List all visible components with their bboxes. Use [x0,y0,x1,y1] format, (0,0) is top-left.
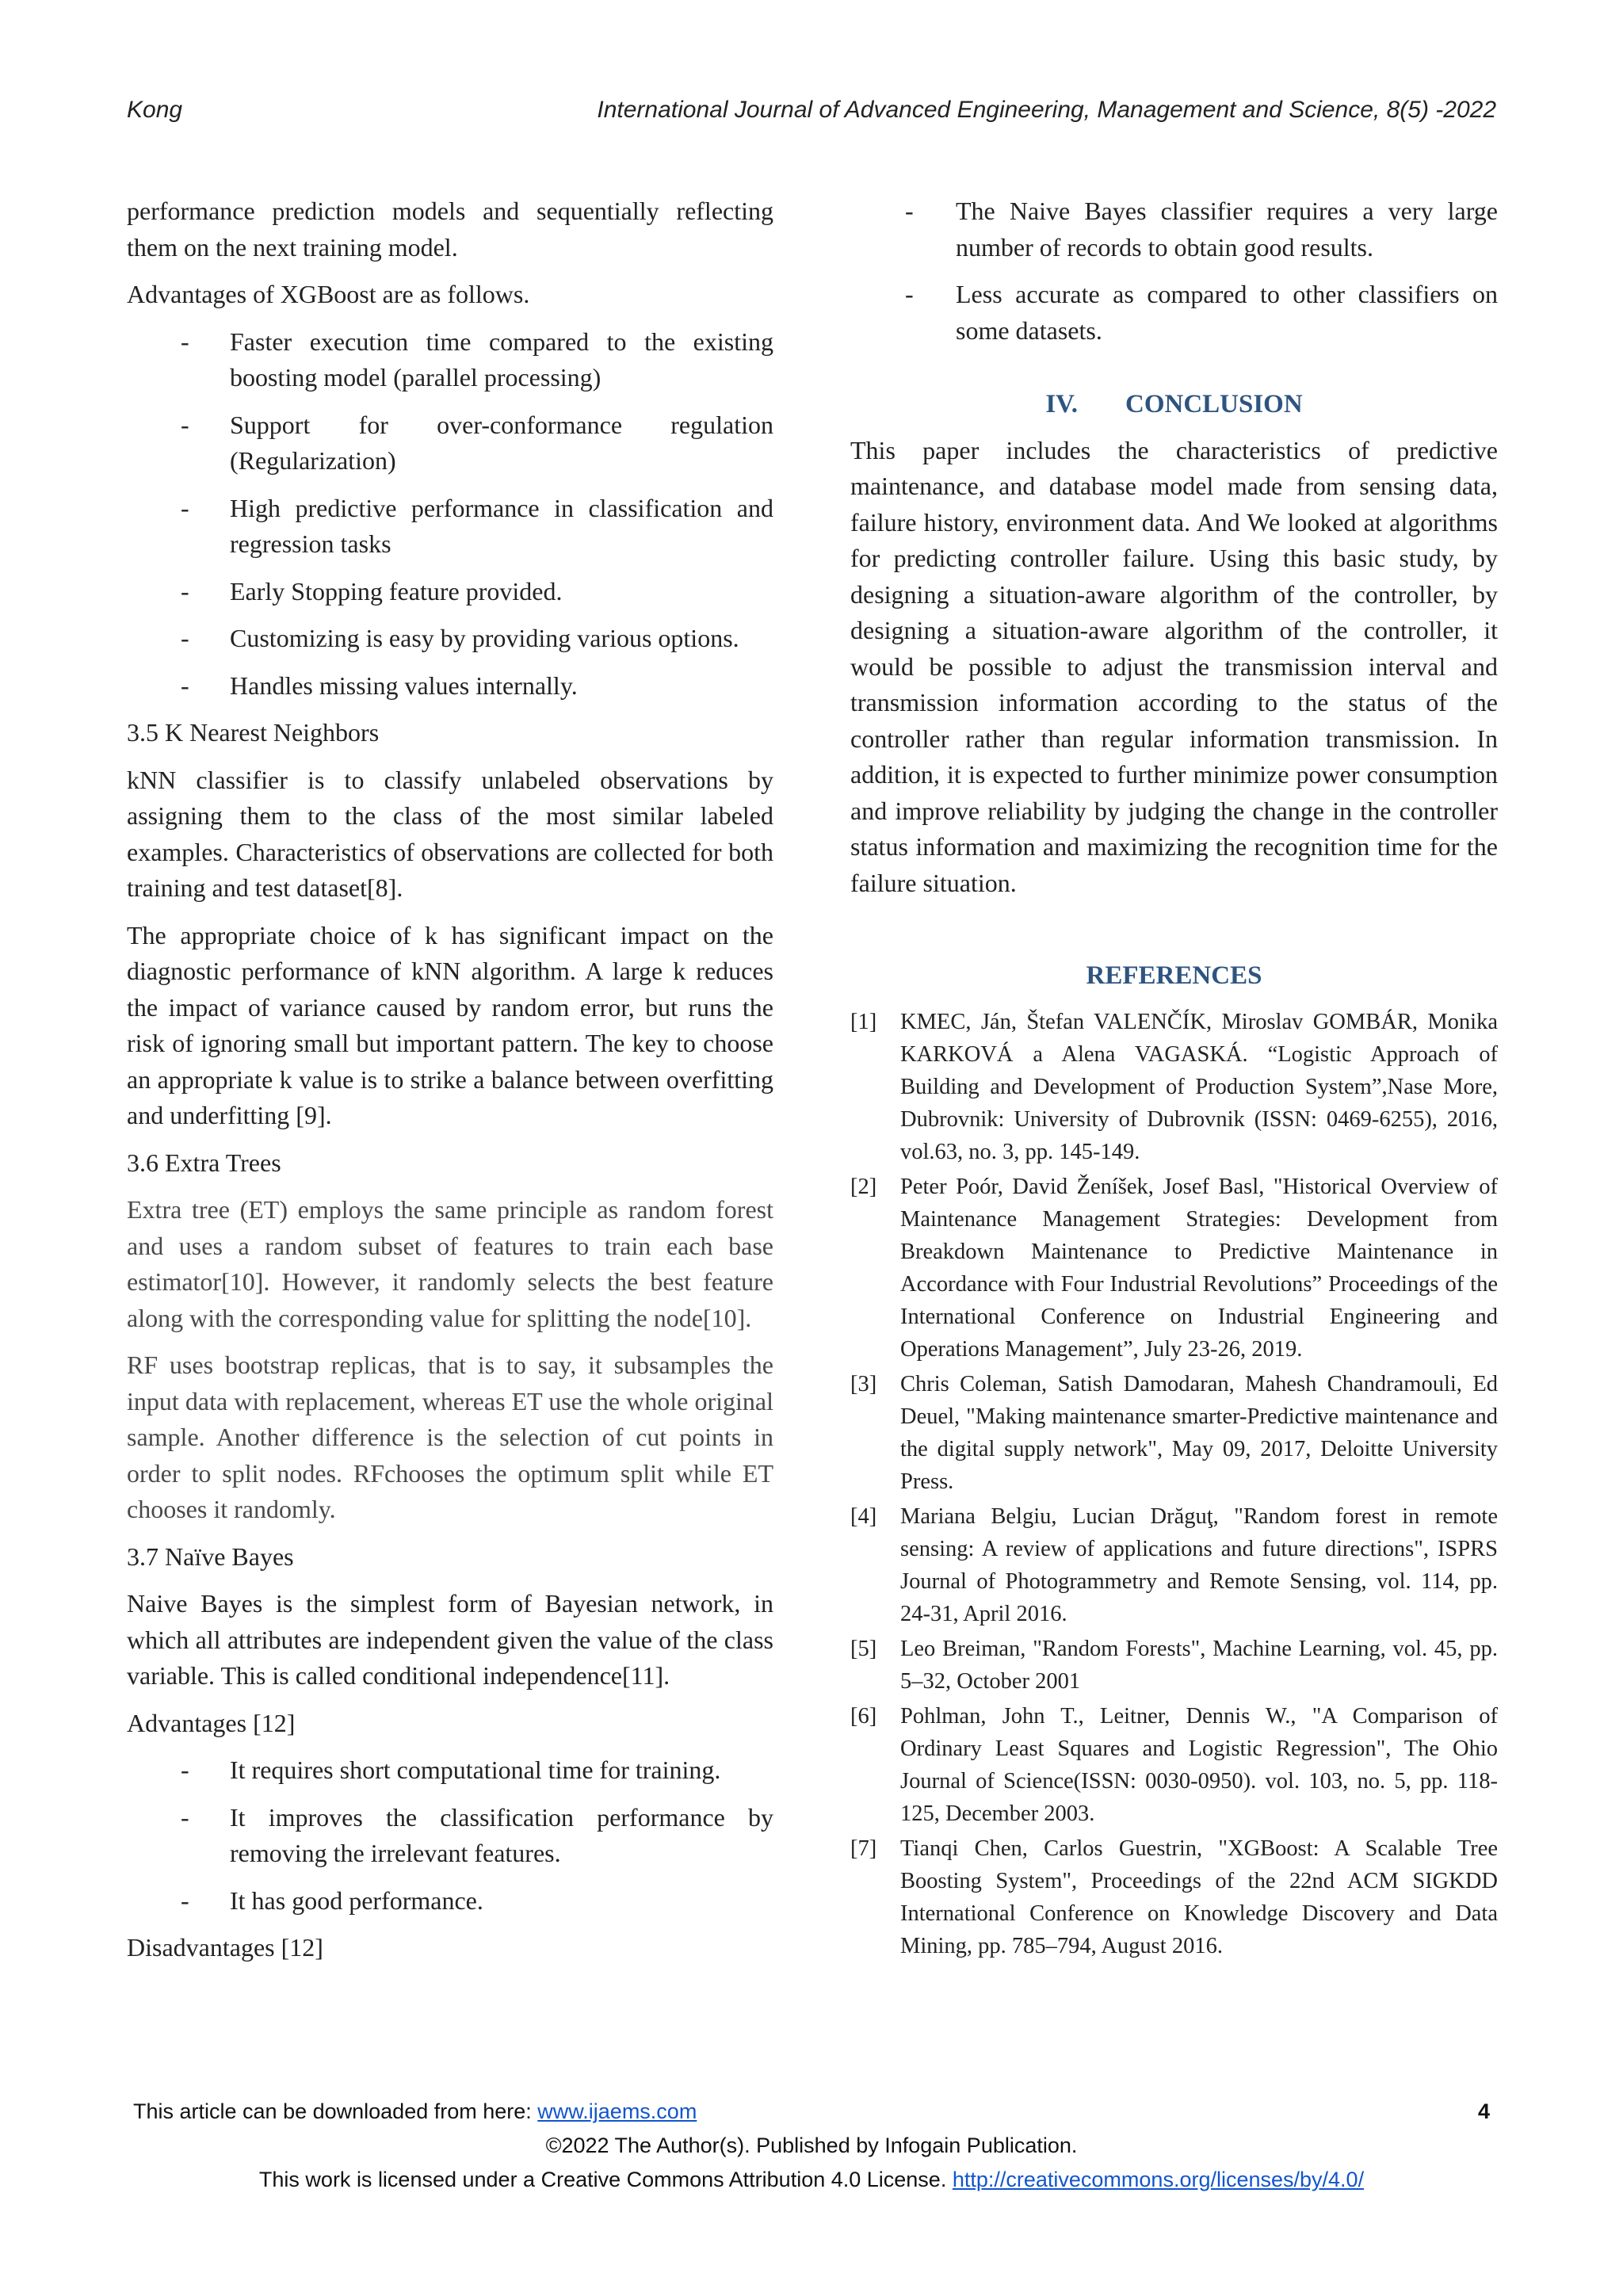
paragraph: kNN classifier is to classify unlabeled observations by assigning them to the class of the most similar labeled examples. Characteristics of observations are collected for both training and test dataset[8]. [127,765,773,902]
reference-item [850,1500,1498,1630]
list-item-text: Handles missing values internally. [230,670,578,700]
list-item-text: Less accurate as compared to other classifiers on some datasets. [956,280,1498,345]
list-item-text: The Naive Bayes classifier requires a very large number of records to obtain good results. [956,197,1498,262]
list-item-text: It has good performance. [230,1885,483,1915]
list-item [127,407,773,479]
running-header-author: Kong [127,97,183,123]
list-item-text: Customizing is easy by providing various options. [230,624,739,652]
xgboost-advantages-list [127,324,773,705]
dash-bullet: - [181,410,189,439]
reference-item [850,1171,1498,1366]
dash-bullet: - [181,1885,189,1915]
paragraph: performance prediction models and sequentially reflecting them on the next training model. [127,197,773,262]
reference-number: [5] [850,1636,877,1661]
paragraph: Advantages [12] [127,1708,296,1737]
list-item [850,193,1498,266]
naive-bayes-advantages-list [127,1752,773,1919]
dash-bullet: - [181,493,189,522]
reference-item [850,1832,1498,1962]
reference-text: KMEC, Ján, Štefan VALENČÍK, Miroslav GOMBÁR, Monika KARKOVÁ a Alena VAGASKÁ. “Logistic Approach of Building and Development of Production System”,Nase More, Dubrovnik: University of Dubrovnik (ISSN: 0469-6255), 2016, vol.63, no. 3, pp. 145-149. [900,1009,1498,1164]
list-item [127,668,773,705]
reference-number: [3] [850,1371,877,1396]
reference-text: Chris Coleman, Satish Damodaran, Mahesh Chandramouli, Ed Deuel, "Making maintenance smarter-Predictive maintenance and the digital supply network", May 09, 2017, Deloitte University Press. [900,1371,1498,1494]
list-item-text: It requires short computational time for training. [230,1755,721,1784]
paragraph: This paper includes the characteristics of predictive maintenance, and database model made from sensing data, failure history, environment data. And We looked at algorithms for predicting controller failure. Using this basic study, by designing a situation-aware algorithm of the controller, by designing a situation-aware algorithm of the controller, it would be possible to adjust the transmission interval and transmission information according to the status of the controller rather than regular information transmission. In addition, it is expected to further minimize power consumption and improve reliability by judging the change in the controller status information and maximizing the recognition time for the failure situation. [850,435,1498,897]
dash-bullet: - [181,670,189,700]
footer-license-text: This work is licensed under a Creative Commons Attribution 4.0 License. [258,2168,953,2191]
list-item [127,574,773,610]
license-link[interactable]: http://creativecommons.org/licenses/by/4.0/ [952,2168,1365,2191]
reference-number: [4] [850,1503,877,1529]
section-title: CONCLUSION [1125,390,1303,418]
reference-text: Leo Breiman, "Random Forests", Machine Learning, vol. 45, pp. 5–32, October 2001 [900,1636,1498,1694]
list-item [850,277,1498,349]
naive-bayes-disadvantages-list [850,193,1498,349]
paragraph: Advantages of XGBoost are as follows. [127,280,530,308]
list-item-text: Faster execution time compared to the existing boosting model (parallel processing) [230,327,773,392]
paragraph: Naive Bayes is the simplest form of Bayesian network, in which all attributes are independent given the value of the class variable. This is called conditional independence[11]. [127,1589,773,1690]
references-heading: REFERENCES [1086,961,1262,990]
right-column [850,193,1498,1965]
page-number: 4 [1477,2099,1490,2123]
dash-bullet: - [181,327,189,356]
dash-bullet: - [181,576,189,606]
dash-bullet: - [181,1755,189,1784]
journal-website-link[interactable]: www.ijaems.com [537,2099,697,2123]
list-item-text: Early Stopping feature provided. [230,576,563,606]
list-item [127,621,773,657]
references-list [850,1006,1498,1962]
reference-number: [7] [850,1836,877,1861]
reference-text: Mariana Belgiu, Lucian Drăguţ, "Random forest in remote sensing: A review of applications and future directions", ISPRS Journal of Photogrammetry and Remote Sensing, vol. 114, pp. 24-31, April 2016. [900,1503,1498,1626]
list-item-text: Support for over-conformance regulation (Regularization) [230,410,773,475]
list-item [127,1752,773,1789]
running-header-journal: International Journal of Advanced Engineering, Management and Science, 8(5) -2022 [597,97,1496,123]
list-item [127,1800,773,1872]
reference-number: [1] [850,1009,877,1034]
list-item [127,324,773,396]
reference-number: [6] [850,1703,877,1729]
reference-item [850,1006,1498,1168]
reference-text: Peter Poór, David Ženíšek, Josef Basl, "Historical Overview of Maintenance Management Strategies: Development from Breakdown Maintenance to Predictive Maintenance in Accordance with Four Industrial Revolutions” Proceedings of the International Conference on Industrial Engineering and Operations Management”, July 23-26, 2019. [900,1174,1498,1362]
paragraph: Extra tree (ET) employs the same principle as random forest and uses a random subset of features to train each base estimator[10]. However, it randomly selects the best feature along with the corresponding value for splitting the node[10]. [127,1195,773,1332]
dash-bullet: - [181,1802,189,1832]
subsection-heading-naive-bayes: 3.7 Naïve Bayes [127,1541,294,1571]
reference-item [850,1700,1498,1830]
footer-copyright: ©2022 The Author(s). Published by Infogain Publication. [545,2134,1078,2157]
dash-bullet: - [905,280,914,308]
paragraph: RF uses bootstrap replicas, that is to say, it subsamples the input data with replacement, whereas ET use the whole original sample. Another difference is the selection of cut points in order to split nodes. RFchooses the optimum split while ET chooses it randomly. [127,1350,773,1523]
reference-text: Pohlman, John T., Leitner, Dennis W., "A Comparison of Ordinary Least Squares and Logistic Regression", The Ohio Journal of Science(ISSN: 0030-0950). vol. 103, no. 5, pp. 118-125, December 2003. [900,1703,1498,1826]
section-heading-conclusion [850,387,1498,423]
section-number: IV. [1045,390,1078,418]
list-item-text: High predictive performance in classification and regression tasks [230,493,773,558]
subsection-heading-extra-trees: 3.6 Extra Trees [127,1148,281,1177]
reference-item [850,1633,1498,1698]
dash-bullet: - [181,624,189,652]
reference-text: Tianqi Chen, Carlos Guestrin, "XGBoost: A Scalable Tree Boosting System", Proceedings of the 22nd ACM SIGKDD International Conference on Knowledge Discovery and Data Mining, pp. 785–794, August 2016. [900,1836,1498,1958]
reference-number: [2] [850,1174,877,1199]
footer-license-line [0,2168,1623,2192]
paragraph: Disadvantages [12] [127,1933,323,1962]
dash-bullet: - [905,197,914,225]
footer-download-text: This article can be downloaded from here: [133,2099,538,2123]
left-column [127,193,773,1977]
footer-download-line [133,2099,697,2124]
paragraph: The appropriate choice of k has significant impact on the diagnostic performance of kNN algorithm. A large k reduces the impact of variance caused by random error, but runs the risk of ignoring small but important pattern. The key to choose an appropriate k value is to strike a balance between overfitting and underfitting [9]. [127,920,773,1129]
list-item [127,1883,773,1920]
list-item [127,491,773,563]
subsection-heading-knn: 3.5 K Nearest Neighbors [127,718,380,747]
reference-item [850,1368,1498,1498]
list-item-text: It improves the classification performance by removing the irrelevant features. [230,1802,773,1867]
